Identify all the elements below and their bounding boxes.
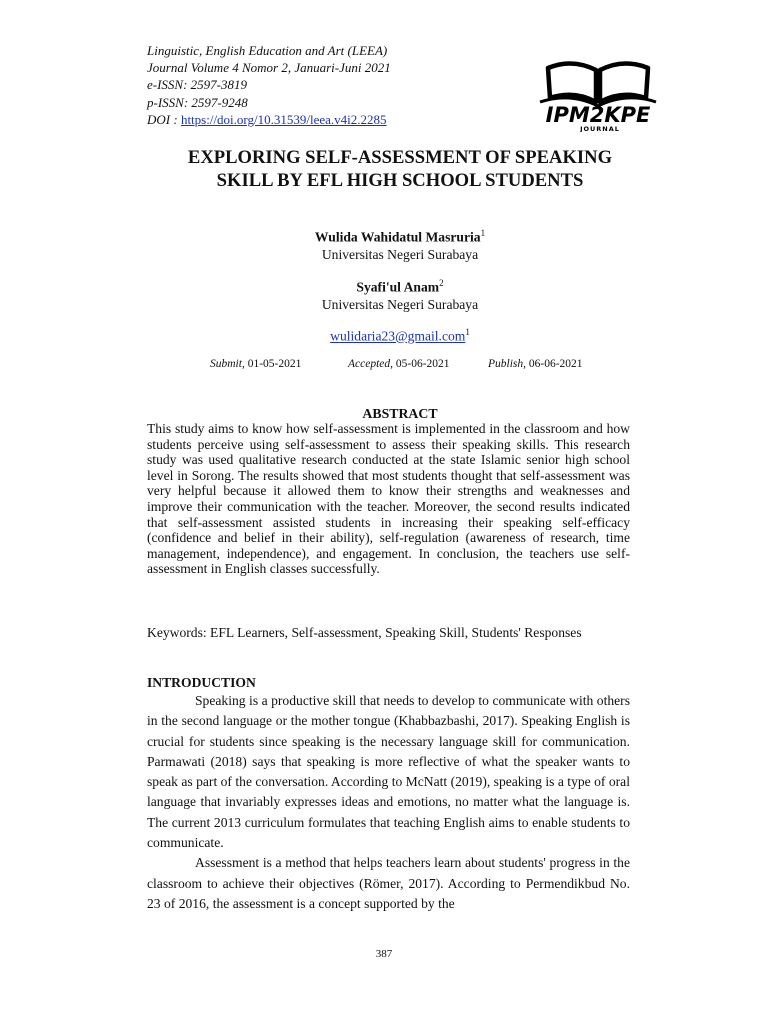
author-1-affiliation: Universitas Negeri Surabaya — [321, 246, 479, 262]
paragraph: Assessment is a method that helps teachers learn about students' progress in the classroom to achieve their objectives (Römer, 2017). According to Permendikbud No. 23 of 2016, the assessment is a concept supported by the — [147, 855, 630, 911]
author-2-sup: 2 — [439, 278, 444, 288]
introduction-body — [147, 691, 630, 914]
page-number: 387 — [375, 948, 393, 960]
author-2 — [100, 275, 700, 313]
introduction-heading: INTRODUCTION — [147, 675, 256, 690]
author-2-name: Syafi'ul Anam — [356, 279, 440, 295]
submit-date: Submit, 01-05-2021 — [210, 358, 302, 370]
paragraph: Speaking is a productive skill that needs to develop to communicate with others in the second language or the mother tongue (Khabbazbashi, 2017). Speaking English is crucial for students since speaking is the necessary language skill for communication. Parmawati (2018) says that speaking is more reflective of what the speaker wants to speak as part of the conversation. According to McNatt (2019), speaking is a type of oral language that invariably expresses ideas and emotions, no matter what the language is. The current 2013 curriculum formulates that teaching English aims to enable students to communicate. — [147, 693, 630, 851]
accepted-date: Accepted, 05-06-2021 — [348, 358, 450, 370]
logo-text: IPM2KPE — [545, 103, 651, 127]
paper-title — [140, 146, 660, 192]
eissn: e-ISSN: 2597-3819 — [147, 77, 248, 93]
journal-logo — [534, 46, 662, 132]
doi-link[interactable]: https://doi.org/10.31539/leea.v4i2.2285 — [180, 111, 387, 127]
logo-subtext: JOURNAL — [580, 125, 620, 132]
abstract-heading: ABSTRACT — [362, 406, 438, 421]
email-sup: 1 — [465, 327, 470, 337]
author-1-name: Wulida Wahidatul Masruria — [314, 229, 481, 245]
publish-date: Publish, 06-06-2021 — [488, 358, 583, 370]
open-book-icon — [534, 46, 662, 132]
author-1 — [100, 225, 700, 263]
email-line — [100, 324, 700, 345]
pissn: p-ISSN: 2597-9248 — [147, 94, 248, 110]
journal-header — [147, 42, 391, 128]
abstract-text: This study aims to know how self-assessment is implemented in the classroom and how students perceive using self-assessment to assess their speaking skills. This research study was used qualitative research conducted at the state Islamic senior high school level in Sorong. The results showed that most students thought that self-assessment was very helpful because it allowed them to know their strengths and weaknesses and improve their communication with the teacher. Moreover, the second results indicated that self-assessment assisted students in increasing their speaking self-efficacy (confidence and belief in their ability), self-regulation (awareness of research, time management, independence), and engagement. In conclusion, the teachers use self-assessment in English classes successfully. — [147, 421, 630, 577]
journal-name: Linguistic, English Education and Art (LEEA) — [147, 43, 388, 58]
author-1-sup: 1 — [480, 228, 486, 238]
title-line-2: SKILL BY EFL HIGH SCHOOL STUDENTS — [216, 170, 584, 191]
doi-line — [147, 111, 391, 128]
author-2-affiliation: Universitas Negeri Surabaya — [321, 296, 479, 312]
title-line-1: EXPLORING SELF-ASSESSMENT OF SPEAKING — [187, 147, 613, 168]
keywords: Keywords: EFL Learners, Self-assessment, Speaking Skill, Students' Responses — [147, 625, 582, 640]
doi-label: DOI : — [147, 111, 178, 127]
email-link[interactable]: wulidaria23@gmail.com — [330, 328, 466, 344]
journal-volume: Journal Volume 4 Nomor 2, Januari-Juni 2021 — [147, 60, 391, 76]
